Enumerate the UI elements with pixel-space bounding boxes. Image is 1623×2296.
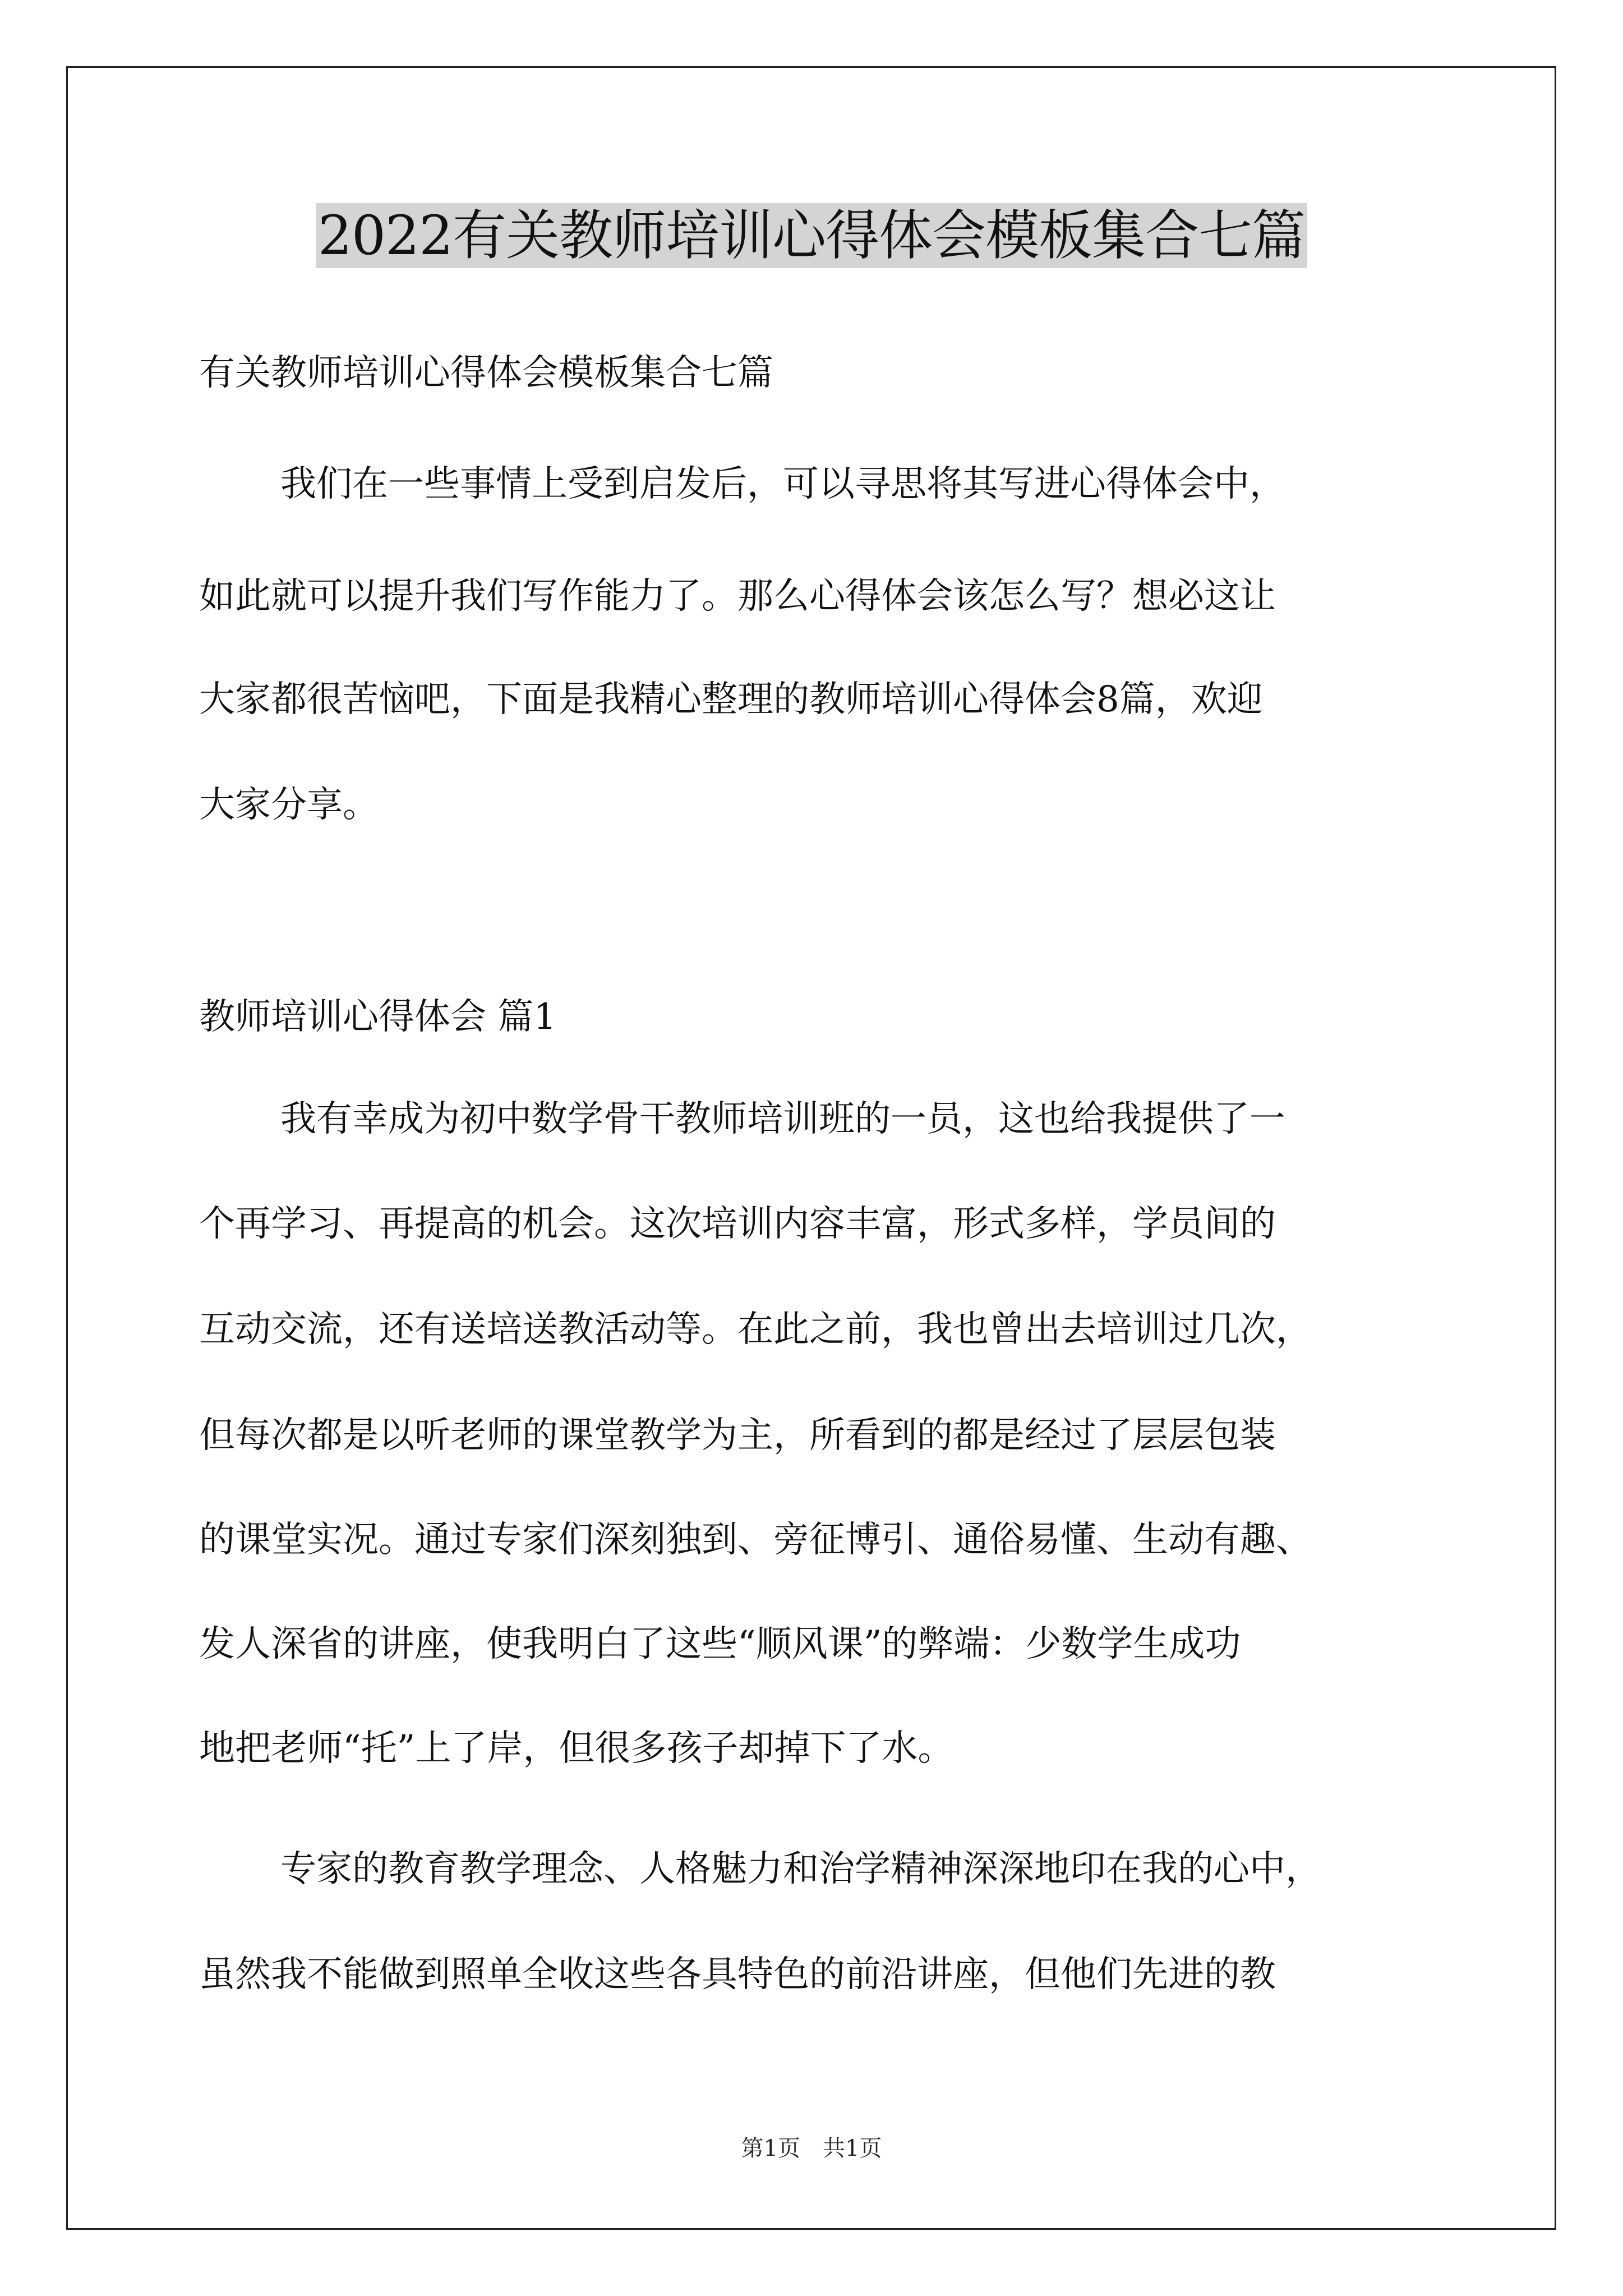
paragraph-line: 我有幸成为初中数学骨干教师培训班的一员，这也给我提供了一 — [280, 1098, 1285, 1140]
paragraph-line: 互动交流，还有送培送教活动等。在此之前，我也曾出去培训过几次， — [199, 1309, 1312, 1350]
paragraph-line: 专家的教育教学理念、人格魅力和治学精神深深地印在我的心中， — [280, 1848, 1321, 1890]
intro-line: 我们在一些事情上受到启发后，可以寻思将其写进心得体会中， — [280, 463, 1285, 505]
paragraph-line: 的课堂实况。通过专家们深刻独到、旁征博引、通俗易懂、生动有趣、 — [199, 1519, 1312, 1561]
document-subtitle: 有关教师培训心得体会模板集合七篇 — [199, 352, 773, 394]
paragraph-line: 个再学习、再提高的机会。这次培训内容丰富，形式多样，学员间的 — [199, 1203, 1276, 1245]
page-footer: 第1页 共1页 — [741, 2136, 882, 2161]
intro-line: 大家分享。 — [199, 784, 379, 826]
intro-line: 大家都很苦恼吧，下面是我精心整理的教师培训心得体会8篇，欢迎 — [199, 679, 1263, 720]
section-heading: 教师培训心得体会 篇1 — [199, 996, 557, 1038]
paragraph-line: 发人深省的讲座，使我明白了这些“顺风课”的弊端：少数学生成功 — [199, 1623, 1241, 1665]
paragraph-line: 虽然我不能做到照单全收这些各具特色的前沿讲座，但他们先进的教 — [199, 1954, 1276, 1995]
document-title — [0, 196, 1623, 275]
paragraph-line: 但每次都是以听老师的课堂教学为主，所看到的都是经过了层层包装 — [199, 1415, 1276, 1456]
document-title-text: 2022有关教师培训心得体会模板集合七篇 — [316, 203, 1307, 268]
intro-line: 如此就可以提升我们写作能力了。那么心得体会该怎么写？想必这让 — [199, 576, 1276, 617]
paragraph-line: 地把老师“托”上了岸，但很多孩子却掉下了水。 — [199, 1728, 954, 1769]
